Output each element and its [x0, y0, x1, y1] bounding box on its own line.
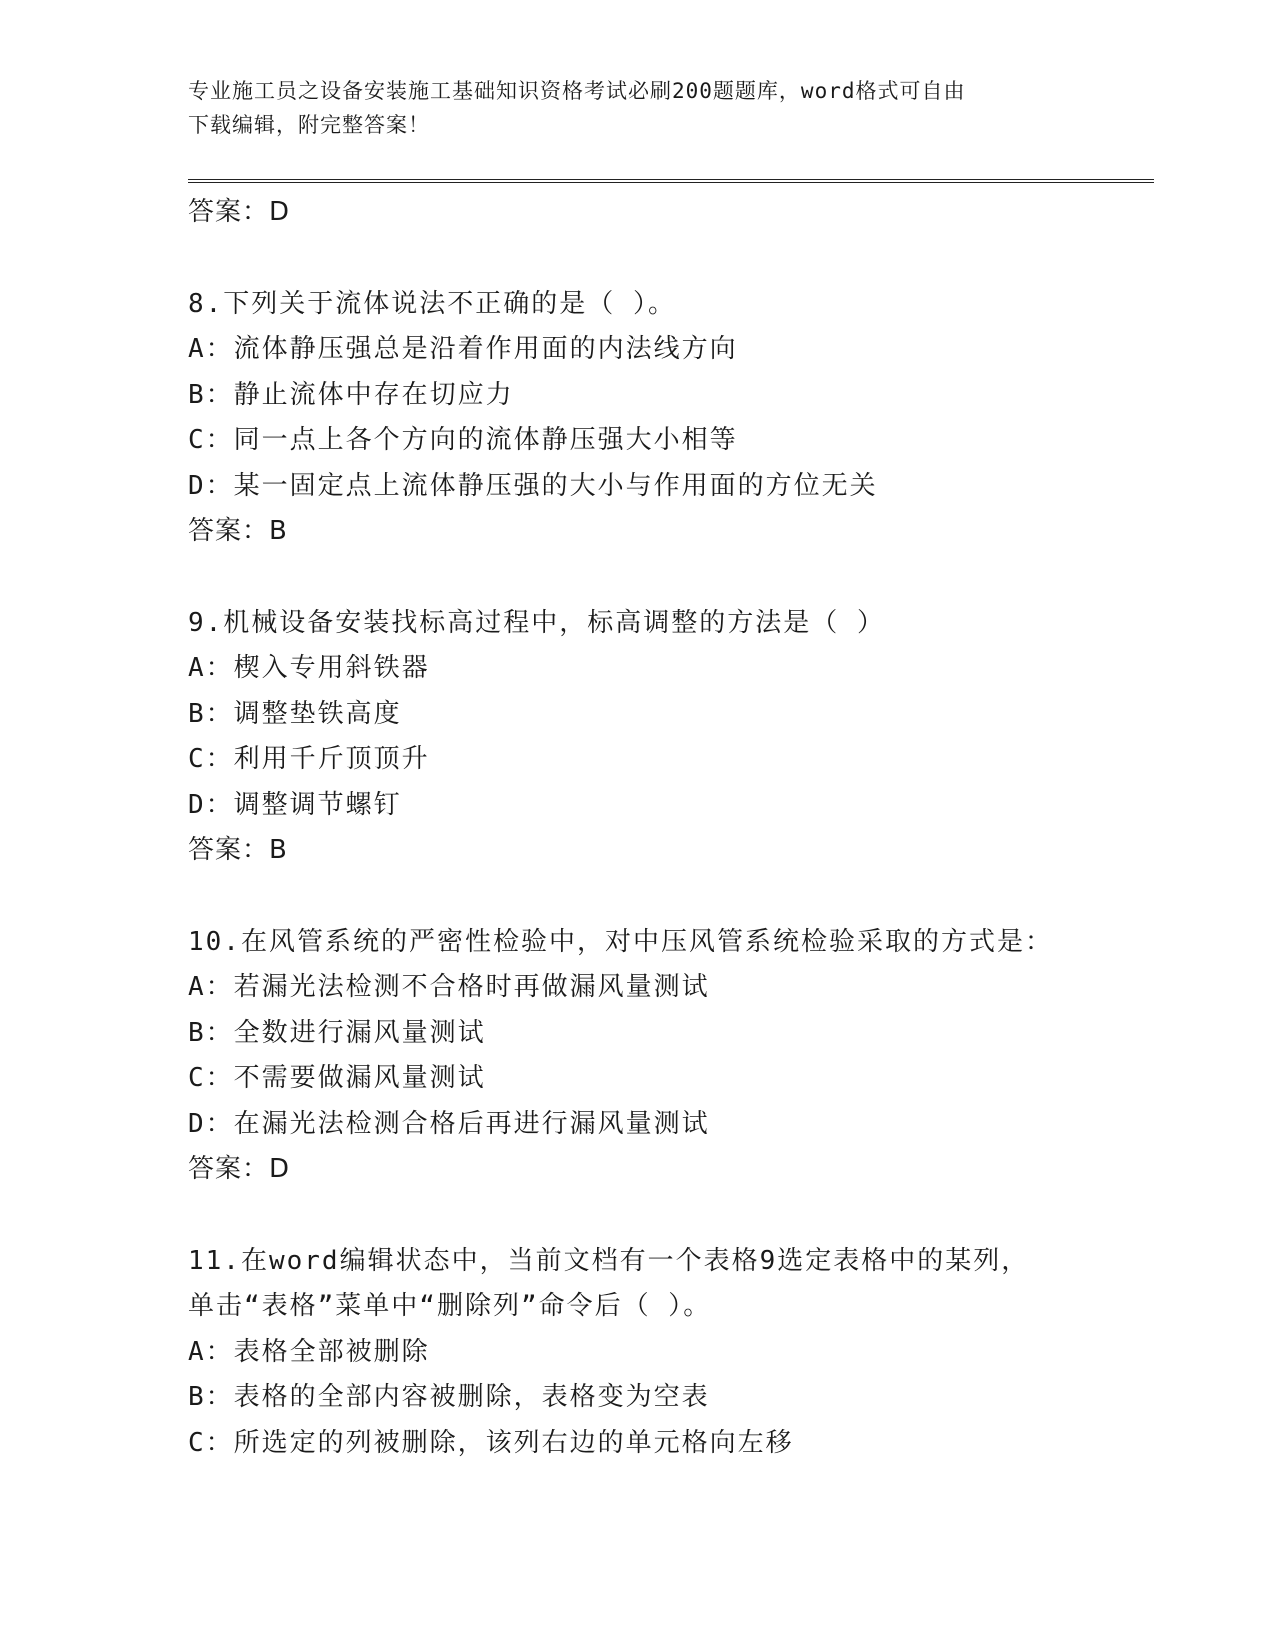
- option-a: A：楔入专用斜铁器: [188, 653, 430, 683]
- question-11: [188, 1239, 1154, 1467]
- question-stem-line-1: 11.在word编辑状态中，当前文档有一个表格9选定表格中的某列，: [188, 1245, 1030, 1276]
- question-stem: 10.在风管系统的严密性检验中，对中压风管系统检验采取的方式是：: [188, 926, 1053, 957]
- option-b: B：静止流体中存在切应力: [188, 379, 514, 410]
- option-c: C：利用千斤顶顶升: [188, 744, 430, 774]
- question-9: [188, 601, 1154, 874]
- answer: 答案：D: [188, 1154, 291, 1184]
- option-d: D：在漏光法检测合格后再进行漏风量测试: [188, 1108, 710, 1139]
- header-divider: [188, 179, 1154, 183]
- option-a: A：流体静压强总是沿着作用面的内法线方向: [188, 334, 738, 364]
- document-body: [188, 190, 1154, 1466]
- option-c: C：不需要做漏风量测试: [188, 1063, 486, 1093]
- question-stem-line-2: 单击“表格”菜单中“删除列”命令后（ ）。: [188, 1291, 712, 1321]
- option-b: B：调整垫铁高度: [188, 698, 402, 729]
- question-10: [188, 920, 1154, 1193]
- answer-previous: 答案：D: [188, 197, 291, 227]
- option-d: D：调整调节螺钉: [188, 789, 402, 820]
- header-line-1: 专业施工员之设备安装施工基础知识资格考试必刷200题题库，word格式可自由: [188, 79, 966, 103]
- option-b: B：表格的全部内容被删除，表格变为空表: [188, 1382, 710, 1412]
- option-c: C：同一点上各个方向的流体静压强大小相等: [188, 425, 738, 455]
- option-d: D：某一固定点上流体静压强的大小与作用面的方位无关: [188, 470, 878, 501]
- option-a: A：表格全部被删除: [188, 1336, 430, 1367]
- question-stem: 9.机械设备安装找标高过程中，标高调整的方法是（ ）: [188, 607, 885, 638]
- question-stem: 8.下列关于流体说法不正确的是（ ）。: [188, 288, 676, 319]
- option-c: C：所选定的列被删除，该列右边的单元格向左移: [188, 1427, 794, 1458]
- answer: 答案：B: [188, 516, 288, 546]
- answer: 答案：B: [188, 835, 288, 865]
- option-b: B：全数进行漏风量测试: [188, 1017, 486, 1048]
- option-a: A：若漏光法检测不合格时再做漏风量测试: [188, 972, 710, 1002]
- header-line-2: 下载编辑，附完整答案！: [188, 113, 430, 137]
- question-8: [188, 282, 1154, 555]
- document-header: [188, 74, 1068, 142]
